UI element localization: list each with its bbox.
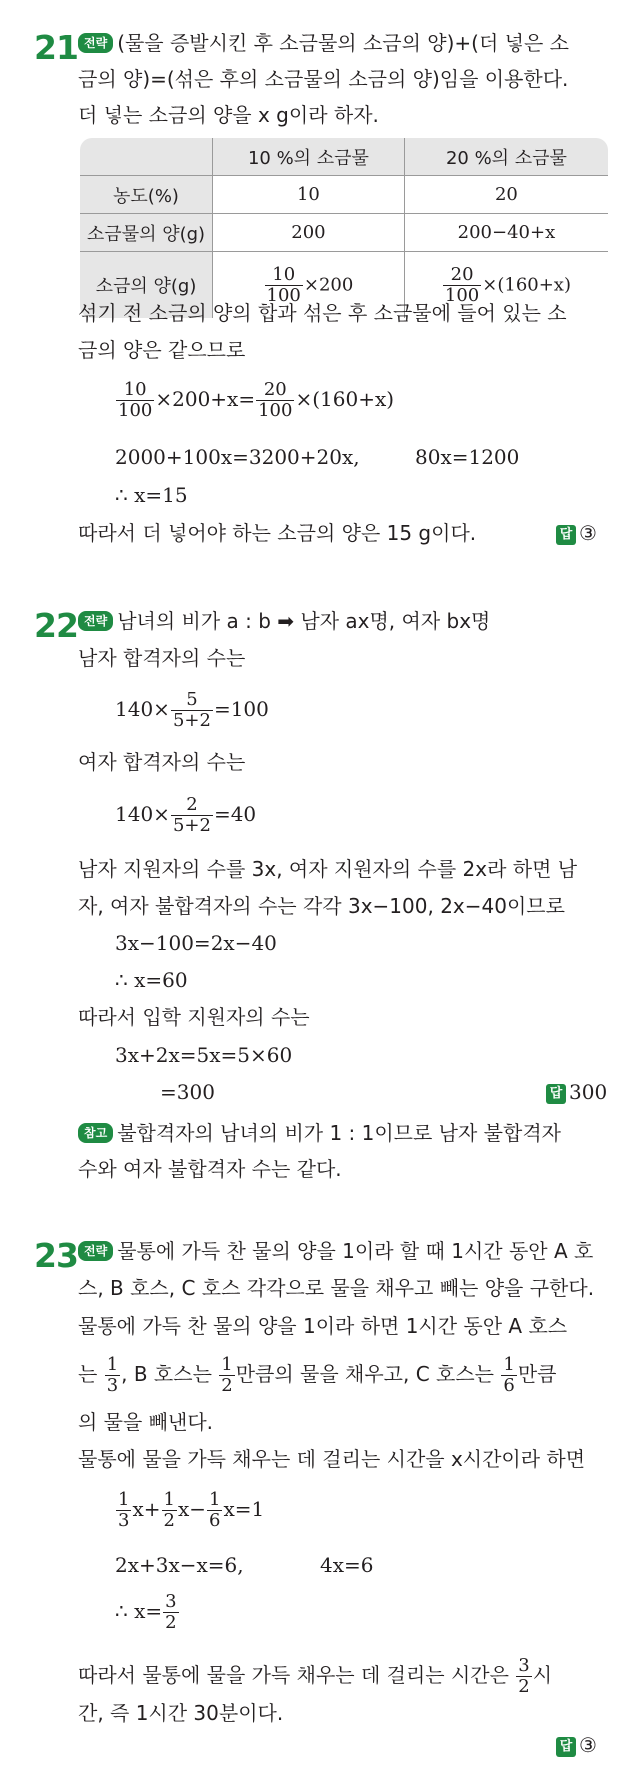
strategy-line [78,26,569,60]
answer-badge: 답 [546,1084,566,1104]
row-header: 소금물의 양(g) [80,214,213,252]
table-header: 10 %의 소금물 [213,138,405,176]
answer-badge: 답 [556,525,576,545]
answer-badge: 답 [556,1737,576,1757]
equation: ∴ x=60 [115,968,188,992]
equation: 2000+100x=3200+20x, [115,445,360,469]
table-cell: 200−40+x [404,214,608,252]
strategy-line [78,1234,593,1268]
strategy-badge: 전략 [78,33,113,53]
equation: 3x−100=2x−40 [115,931,277,955]
equation: 2x+3x−x=6, [115,1553,244,1577]
strategy-text: (물을 증발시킨 후 소금물의 소금의 양)+(더 넣은 소 [117,31,569,55]
setup-text: 더 넣는 소금의 양을 x g이라 하자. [78,103,379,127]
conclusion: 간, 즉 1시간 30분이다. [78,1701,284,1725]
question-number: 21 [34,28,78,67]
fraction: $\frac{20}{100}$ [444,263,480,306]
table-cell: 200 [213,214,405,252]
equation: $\frac{10}{100}$ ×200+x= $\frac{20}{100}$ ×(160+x) [118,379,395,421]
body-text: 여자 합격자의 수는 [78,750,246,774]
answer: 답 ③ [556,516,597,550]
equation: 4x=6 [320,1553,374,1577]
table-header: 20 %의 소금물 [404,138,608,176]
answer: 답 ③ [556,1728,597,1762]
note-text: 불합격자의 남녀의 비가 1 : 1이므로 남자 불합격자 [117,1121,561,1145]
note-line [78,1116,561,1150]
body-text: 자, 여자 불합격자의 수는 각각 3x−100, 2x−40이므로 [78,894,565,918]
equation: 140× $\frac{2}{5+2}$ =40 [115,794,257,836]
table-cell: $\frac{10}{100}$ ×200 [213,252,405,319]
fraction: $\frac{10}{100}$ [266,263,301,306]
body-text: 따라서 입학 지원자의 수는 [78,1005,310,1029]
body-text: 의 물을 빼낸다. [78,1410,213,1434]
table-cell: 10 [213,176,405,214]
table-cell: $\frac{20}{100}$ ×(160+x) [404,252,608,319]
body-text: 남자 지원자의 수를 3x, 여자 지원자의 수를 2x라 하면 남 [78,857,578,881]
strategy-line [78,604,490,638]
strategy-text: 금의 양)=(섞은 후의 소금물의 소금의 양)임을 이용한다. [78,67,569,91]
equation: $\frac{1}{3}$ x+ $\frac{1}{2}$ x− $\frac{1}{6}$ x=1 [118,1489,265,1531]
table-corner [80,138,213,176]
equation: 3x+2x=5x=5×60 [115,1043,293,1067]
note-badge: 참고 [78,1123,113,1143]
equation: =300 [160,1080,215,1104]
equation: ∴ x= $\frac{3}{2}$ [115,1591,177,1633]
row-header: 소금의 양(g) [80,252,213,319]
body-text: 물통에 물을 가득 채우는 데 걸리는 시간을 x시간이라 하면 [78,1447,586,1471]
body-text: 물통에 가득 찬 물의 양을 1이라 하면 1시간 동안 A 호스 [78,1314,568,1338]
conclusion: 따라서 물통에 물을 가득 채우는 데 걸리는 시간은 $\frac{3}{2}$ 시 [78,1655,553,1697]
body-text: 남자 합격자의 수는 [78,646,246,670]
strategy-text: 남녀의 비가 a : b ➡ 남자 ax명, 여자 bx명 [117,609,491,633]
strategy-text: 스, B 호스, C 호스 각각으로 물을 채우고 빼는 양을 구한다. [78,1276,595,1300]
question-number: 22 [34,606,78,645]
table-cell: 20 [404,176,608,214]
body-text: 금의 양은 같으므로 [78,338,246,362]
note-text: 수와 여자 불합격자 수는 같다. [78,1157,342,1181]
body-text: 는 $\frac{1}{3}$ , B 호스는 $\frac{1}{2}$ 만큼의 물을 채우고, C 호스는 $\frac{1}{6}$ 만큼 [78,1354,557,1396]
question-number: 23 [34,1236,78,1275]
conclusion: 따라서 더 넣어야 하는 소금의 양은 15 g이다. [78,521,477,545]
strategy-text: 물통에 가득 찬 물의 양을 1이라 할 때 1시간 동안 A 호 [117,1239,594,1263]
answer: 답 300 [546,1075,607,1109]
equation: ∴ x=15 [115,483,188,507]
strategy-badge: 전략 [78,1241,113,1261]
equation: 80x=1200 [415,445,520,469]
row-header: 농도(%) [80,176,213,214]
body-text: 섞기 전 소금의 양의 합과 섞은 후 소금물에 들어 있는 소 [78,301,567,325]
equation: 140× $\frac{5}{5+2}$ =100 [115,689,269,731]
solution-table [80,138,608,318]
strategy-badge: 전략 [78,611,113,631]
